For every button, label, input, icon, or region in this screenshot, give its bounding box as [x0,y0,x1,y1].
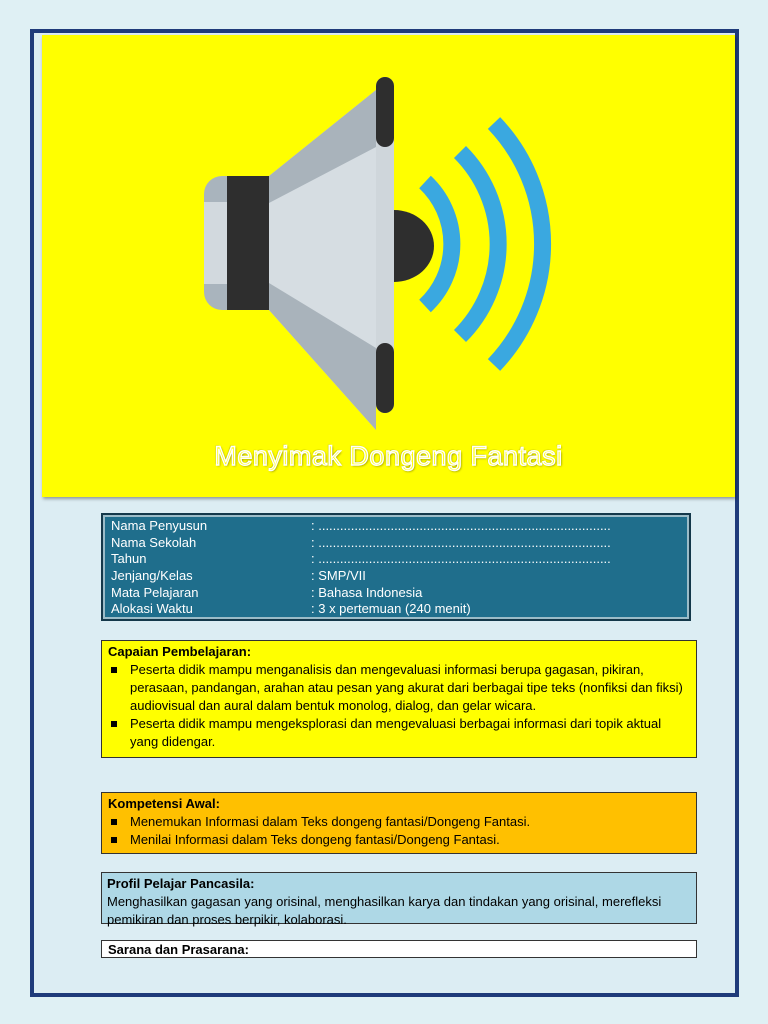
info-value: : ................................................................................. [311,518,611,533]
capaian-list [108,661,690,751]
info-label: Mata Pelajaran [111,584,199,600]
info-value: : ................................................................................. [311,534,611,550]
capaian-pembelajaran-box [101,640,697,758]
profil-text: Menghasilkan gagasan yang orisinal, menghasilkan karya dan tindakan yang orisinal, merefleksi pemikiran dan proses berpikir, kolaborasi. [107,894,662,927]
info-value: : ................................................................................. [311,551,611,567]
kompetensi-title: Kompetensi Awal: [108,796,220,811]
identity-table [101,513,691,621]
kompetensi-list [108,813,690,849]
list-item: Menilai Informasi dalam Teks dongeng fantasi/Dongeng Fantasi. [108,831,690,849]
info-value: : 3 x pertemuan (240 menit) [311,601,471,617]
speaker-volume-icon [42,35,735,497]
sarana-title: Sarana dan Prasarana: [108,942,249,957]
info-row [111,551,683,568]
info-row [111,585,683,602]
cover-banner [42,35,735,497]
info-label: Jenjang/Kelas [111,568,193,584]
info-row [111,518,683,535]
info-label: Nama Sekolah [111,534,197,550]
speaker-dustcap-icon [394,210,434,282]
cover-title: Menyimak Dongeng Fantasi [214,441,563,471]
sarana-prasarana-box [101,940,697,958]
list-item: Peserta didik mampu menganalisis dan mengevaluasi informasi berupa gagasan, pikiran, perasaan, pandangan, arahan atau pesan yang akurat dari berbagai tipe teks (nonfiksi dan fiksi) audiovisual dan aural dalam bentuk monolog, dialog, dan gelar wicara. [108,661,690,715]
info-row [111,535,683,552]
kompetensi-awal-box [101,792,697,854]
profil-pelajar-box [101,872,697,927]
page-frame [30,29,739,997]
info-value: : SMP/VII [311,568,366,584]
list-item: Peserta didik mampu mengeksplorasi dan mengevaluasi berbagai informasi dari topik aktual yang didengar. [108,715,690,751]
info-label: Nama Penyusun [111,518,208,533]
info-row [111,568,683,585]
speaker-magnet-icon [227,176,269,310]
info-value: : Bahasa Indonesia [311,584,423,600]
list-item: Menemukan Informasi dalam Teks dongeng fantasi/Dongeng Fantasi. [108,813,690,831]
info-row [111,601,683,618]
sound-wave-medium-icon [460,152,498,336]
info-label: Alokasi Waktu [111,601,193,617]
info-label: Tahun [111,551,147,567]
capaian-title: Capaian Pembelajaran: [108,644,252,659]
profil-title: Profil Pelajar Pancasila: [107,876,255,891]
